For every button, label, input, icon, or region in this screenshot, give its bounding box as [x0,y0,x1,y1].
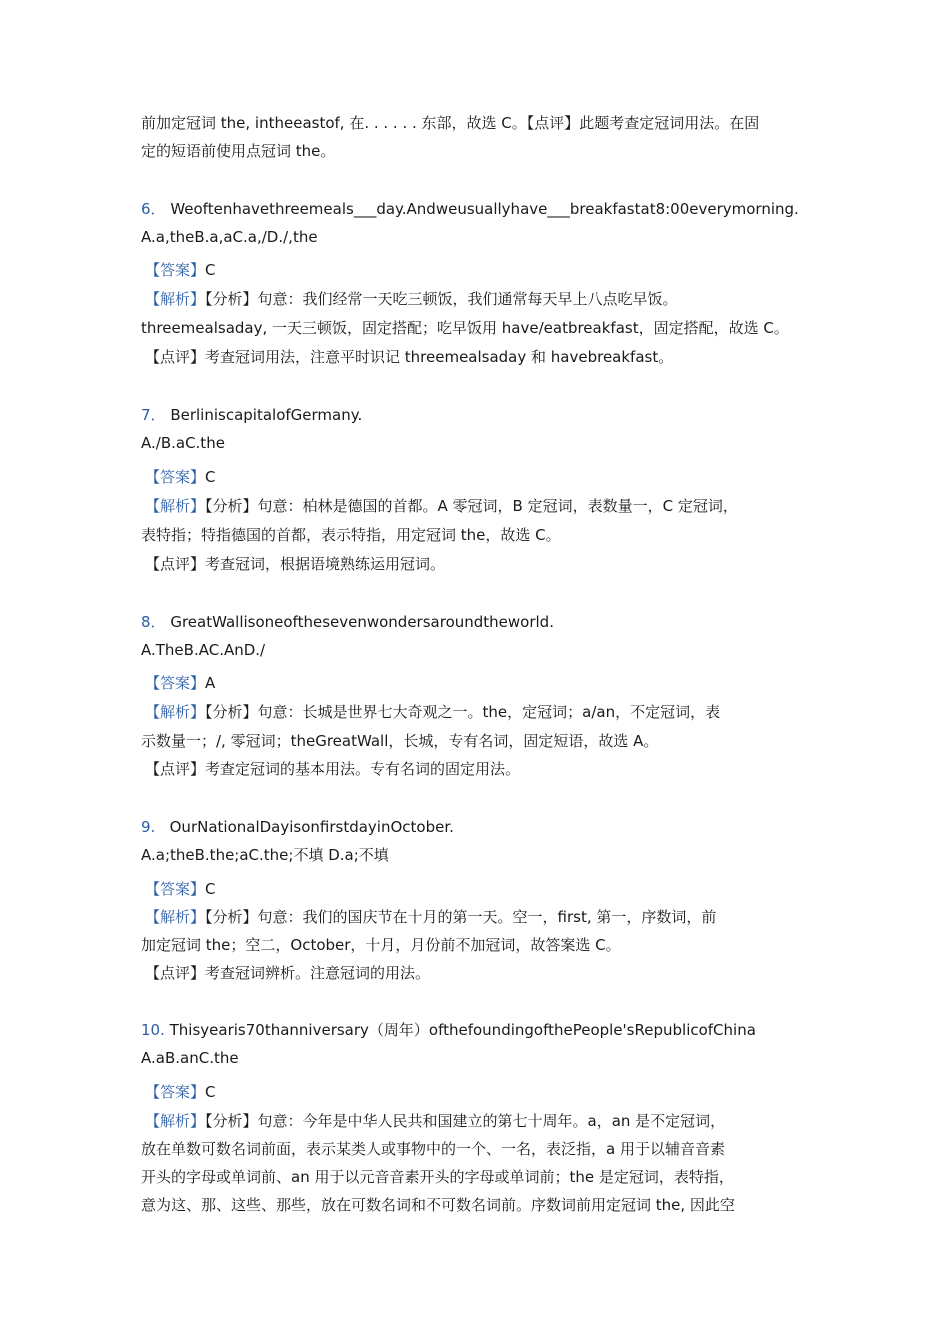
question-number: 10. [141,1021,165,1039]
question-7-answer [145,466,216,488]
question-10-analysis-4: 意为这、那、这些、那些，放在可数名词和不可数名词前。序数词前用定冠词 the, 因此空 [141,1196,735,1214]
answer-value: C [205,261,216,279]
question-6-analysis-1 [145,288,678,310]
question-6-stem [141,198,799,220]
question-9-comment: 【点评】考查冠词辨析。注意冠词的用法。 [145,964,431,982]
question-9-options: A.a;theB.the;aC.the;不填 D.a;不填 [141,846,389,864]
answer-value: A [205,674,216,692]
question-8-comment: 【点评】考查定冠词的基本用法。专有名词的固定用法。 [145,760,521,778]
question-7-stem [141,404,362,426]
question-8-analysis-1 [145,701,720,723]
question-10-analysis-1 [145,1110,725,1132]
question-9-analysis-1 [145,906,716,928]
analysis-text: 【分析】句意：我们的国庆节在十月的第一天。空一，first, 第一，序数词，前 [205,908,717,926]
question-number: 6． [141,200,166,218]
question-7-analysis-2: 表特指；特指德国的首都，表示特指，用定冠词 the，故选 C。 [141,526,561,544]
analysis-tag: 【解析】 [145,1112,206,1130]
question-10-analysis-3: 开头的字母或单词前、an 用于以元音音素开头的字母或单词前；the 是定冠词，表特指， [141,1168,734,1186]
answer-tag: 【答案】 [145,1083,206,1101]
question-7-analysis-1 [145,495,738,517]
answer-tag: 【答案】 [145,674,206,692]
question-number: 8． [141,613,166,631]
answer-tag: 【答案】 [145,261,206,279]
analysis-text: 【分析】句意：柏林是德国的首都。A 零冠词，B 定冠词，表数量一，C 定冠词， [205,497,738,515]
question-9-stem [141,816,454,838]
question-6-options: A.a,theB.a,aC.a,/D./,the [141,228,318,246]
question-6-comment: 【点评】考查冠词用法，注意平时识记 threemealsaday 和 havebreakfast。 [145,348,674,366]
question-7-comment: 【点评】考查冠词，根据语境熟练运用冠词。 [145,555,446,573]
answer-tag: 【答案】 [145,880,206,898]
analysis-text: 【分析】句意：长城是世界七大奇观之一。the，定冠词；a/an，不定冠词，表 [205,703,721,721]
question-number: 9. [141,818,156,836]
analysis-tag: 【解析】 [145,703,206,721]
question-number: 7． [141,406,166,424]
question-8-analysis-2: 示数量一；/, 零冠词；theGreatWall，长城，专有名词，固定短语，故选 A。 [141,732,659,750]
analysis-tag: 【解析】 [145,908,206,926]
analysis-text: 【分析】句意：今年是中华人民共和国建立的第七十周年。a，an 是不定冠词， [205,1112,726,1130]
question-6-answer [145,259,216,281]
analysis-tag: 【解析】 [145,497,206,515]
question-text: OurNationalDayisonfirstdayinOctober. [169,818,454,836]
question-10-stem [141,1019,756,1041]
question-text: Weoftenhavethreemeals___day.Andweusuallyhave___breakfastat8:00everymorning. [170,200,799,218]
answer-value: C [205,880,216,898]
question-10-options: A.aB.anC.the [141,1049,239,1067]
question-text: BerliniscapitalofGermany. [170,406,363,424]
question-9-analysis-2: 加定冠词 the；空二，October，十月，月份前不加冠词，故答案选 C。 [141,936,621,954]
question-10-analysis-2: 放在单数可数名词前面，表示某类人或事物中的一个、一名，表泛指，a 用于以辅音音素 [141,1140,725,1158]
answer-value: C [205,468,216,486]
question-9-answer [145,878,216,900]
answer-tag: 【答案】 [145,468,206,486]
question-8-stem [141,611,554,633]
answer-value: C [205,1083,216,1101]
question-7-options: A./B.aC.the [141,434,225,452]
question-text: Thisyearis70thanniversary（周年）ofthefoundingofthePeople'sRepublicofChina [169,1021,756,1039]
question-text: GreatWallisoneofthesevenwondersaroundtheworld. [170,613,554,631]
question-10-answer [145,1081,216,1103]
question-8-answer [145,672,215,694]
question-6-analysis-2: threemealsaday, 一天三顿饭，固定搭配；吃早饭用 have/eatbreakfast，固定搭配，故选 C。 [141,319,789,337]
intro-line-2: 定的短语前使用点冠词 the。 [141,142,336,160]
question-8-options: A.TheB.AC.AnD./ [141,641,266,659]
analysis-text: 【分析】句意：我们经常一天吃三顿饭，我们通常每天早上八点吃早饭。 [205,290,678,308]
analysis-tag: 【解析】 [145,290,206,308]
intro-line-1: 前加定冠词 the, intheeastof, 在. . . . . . 东部，故选 C。【点评】此题考查定冠词用法。在固 [141,114,760,132]
